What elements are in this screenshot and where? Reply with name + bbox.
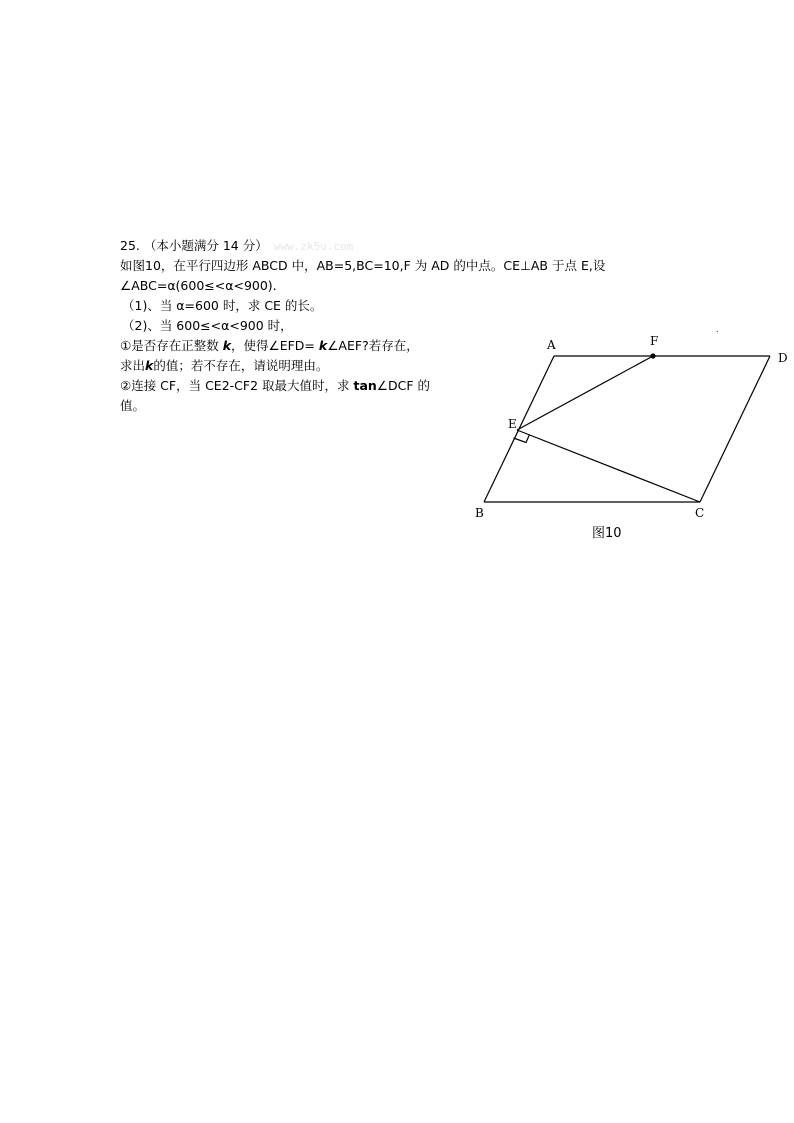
label-A: A <box>547 338 556 352</box>
figure-caption: 图10 <box>592 526 622 541</box>
text-segment: ①是否存在正整数 <box>120 338 223 353</box>
label-C: C <box>695 506 705 520</box>
label-F: F <box>650 334 659 348</box>
label-E: E <box>508 417 517 431</box>
problem-line-2: ∠ABC=α(600≤<α<900). <box>120 278 277 293</box>
parallelogram-diagram <box>470 325 794 550</box>
text-segment: ，使得∠EFD= <box>231 338 319 353</box>
segment-EF <box>517 356 653 430</box>
problem-line-1: 如图10，在平行四边形 ABCD 中，AB=5,BC=10,F 为 AD 的中点。CE⊥AB 于点 E,设 <box>120 258 606 273</box>
side-DC <box>700 356 770 502</box>
question-2: （2)、当 600≤<α<900 时， <box>122 318 293 333</box>
point-F-dot <box>650 353 655 358</box>
segment-EC <box>517 430 700 502</box>
geometry-figure <box>470 325 794 550</box>
variable-k: k <box>318 338 328 353</box>
stray-dot: . <box>716 325 719 334</box>
label-D: D <box>778 351 788 365</box>
text-segment: ∠AEF?若存在， <box>327 338 419 353</box>
variable-k: k <box>145 358 154 373</box>
question-2-part-2-cont: 值。 <box>120 398 146 413</box>
text-segment: 求出 <box>120 358 146 373</box>
tan-function: tan <box>353 378 377 393</box>
label-B: B <box>475 506 484 520</box>
text-segment: 的值；若不存在，请说明理由。 <box>153 358 329 373</box>
problem-number-and-score: 25. （本小题满分 14 分） <box>120 238 268 253</box>
watermark-text: www.zk5u.com <box>273 240 354 253</box>
text-segment: ②连接 CF，当 CE2-CF2 取最大值时，求 <box>120 378 354 393</box>
text-segment: ∠DCF 的 <box>376 378 431 393</box>
variable-k: k <box>222 338 232 353</box>
question-1: （1)、当 α=600 时，求 CE 的长。 <box>122 298 323 313</box>
problem-header <box>120 236 620 256</box>
